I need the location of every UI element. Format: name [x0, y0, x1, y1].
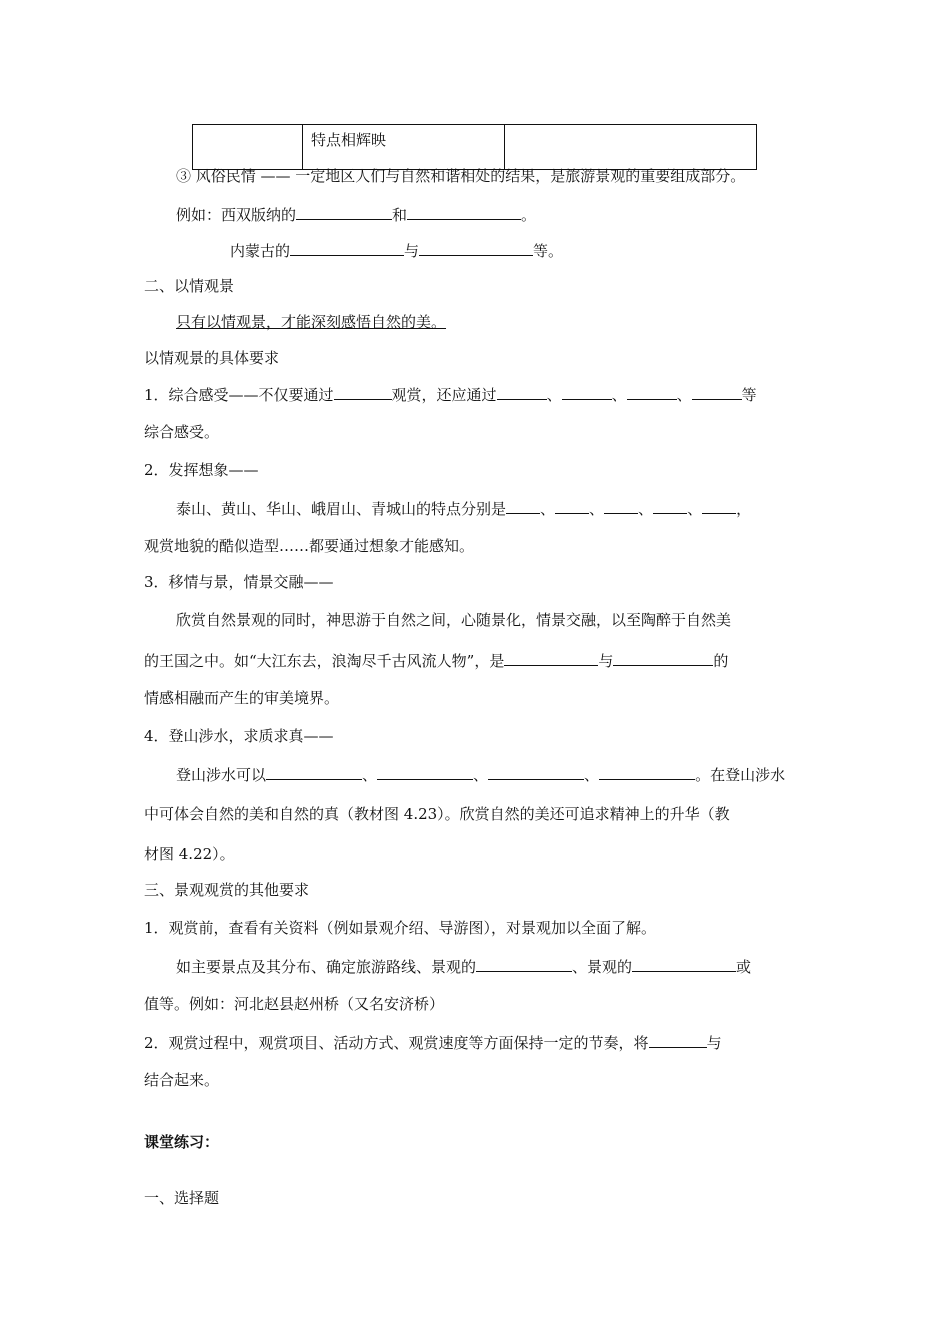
section2-subtitle: 以情观景的具体要求 — [144, 349, 280, 367]
section2-item2-line2: 观赏地貌的酷似造型……都要通过想象才能感知。 — [144, 537, 475, 555]
fill-blank[interactable] — [649, 1032, 707, 1048]
fill-blank[interactable] — [702, 498, 736, 514]
table-cell — [505, 125, 757, 170]
section2-title: 二、以情观景 — [144, 277, 235, 295]
practice-title: 课堂练习： — [144, 1133, 220, 1151]
section2-item3-line3: 情感相融而产生的审美境界。 — [144, 689, 340, 707]
fill-blank[interactable] — [627, 384, 677, 400]
table-cell — [193, 125, 303, 170]
fill-blank[interactable] — [377, 764, 473, 780]
section2-item3-line1: 欣赏自然景观的同时，神思游于自然之间，心随景化，情景交融，以至陶醉于自然美 — [176, 611, 732, 629]
section3-item1: 1．观赏前，查看有关资料（例如景观介绍、导游图），对景观加以全面了解。 — [144, 919, 657, 937]
top-table — [192, 124, 757, 170]
section2-item3-title: 3．移情与景，情景交融—— — [144, 573, 334, 591]
fill-blank[interactable] — [599, 764, 695, 780]
section3-title: 三、景观观赏的其他要求 — [144, 881, 310, 899]
section3-item2-line2: 结合起来。 — [144, 1071, 220, 1089]
fill-blank[interactable] — [296, 204, 392, 220]
table-cell: 特点相辉映 — [303, 125, 505, 170]
section2-item1: 1．综合感受——不仅要通过 观赏，还应通过 、 、 、 等 — [144, 386, 757, 404]
fill-blank[interactable] — [504, 650, 598, 666]
fill-blank[interactable] — [653, 498, 687, 514]
practice-subtitle: 一、选择题 — [144, 1189, 220, 1207]
fill-blank[interactable] — [266, 764, 362, 780]
section2-item3-line2: 的王国之中。如“大江东去，浪淘尽千古风流人物”，是 与 的 — [144, 652, 729, 670]
folk-example-2: 内蒙古的 与 等。 — [230, 242, 564, 260]
section2-item4-line2: 中可体会自然的美和自然的真（教材图 4.23）。欣赏自然的美还可追求精神上的升华（教 — [144, 805, 730, 823]
fill-blank[interactable] — [290, 240, 404, 256]
fill-blank[interactable] — [692, 384, 742, 400]
fill-blank[interactable] — [632, 956, 736, 972]
section2-item4-line3: 材图 4.22）。 — [144, 845, 235, 863]
fill-blank[interactable] — [488, 764, 584, 780]
fill-blank[interactable] — [562, 384, 612, 400]
section2-item1-line2: 综合感受。 — [144, 423, 220, 441]
fill-blank[interactable] — [613, 650, 713, 666]
fill-blank[interactable] — [506, 498, 540, 514]
fill-blank[interactable] — [334, 384, 392, 400]
section2-item2-text: 泰山、黄山、华山、峨眉山、青城山的特点分别是 、 、 、 、 ， — [176, 500, 752, 518]
section2-item4-line1: 登山涉水可以 、 、 、 。在登山涉水 — [176, 766, 786, 784]
fill-blank[interactable] — [407, 204, 521, 220]
folk-example-1: 例如：西双版纳的 和 。 — [176, 206, 537, 224]
folk-heading: ③ 风俗民情 —— 一定地区人们与自然和谐相处的结果，是旅游景观的重要组成部分。 — [176, 167, 746, 185]
fill-blank[interactable] — [497, 384, 547, 400]
fill-blank[interactable] — [476, 956, 572, 972]
section2-item4-title: 4．登山涉水，求质求真—— — [144, 727, 334, 745]
section3-item2: 2．观赏过程中，观赏项目、活动方式、观赏速度等方面保持一定的节奏，将 与 — [144, 1034, 722, 1052]
section2-statement: 只有以情观景，才能深刻感悟自然的美。 — [176, 313, 447, 331]
fill-blank[interactable] — [555, 498, 589, 514]
section3-item1-line2: 如主要景点及其分布、确定旅游路线、景观的 、景观的 或 — [176, 958, 752, 976]
fill-blank[interactable] — [604, 498, 638, 514]
table-row — [193, 125, 757, 170]
section2-item2-title: 2．发挥想象—— — [144, 461, 259, 479]
section3-item1-line3: 值等。例如：河北赵县赵州桥（又名安济桥） — [144, 995, 445, 1013]
fill-blank[interactable] — [419, 240, 533, 256]
